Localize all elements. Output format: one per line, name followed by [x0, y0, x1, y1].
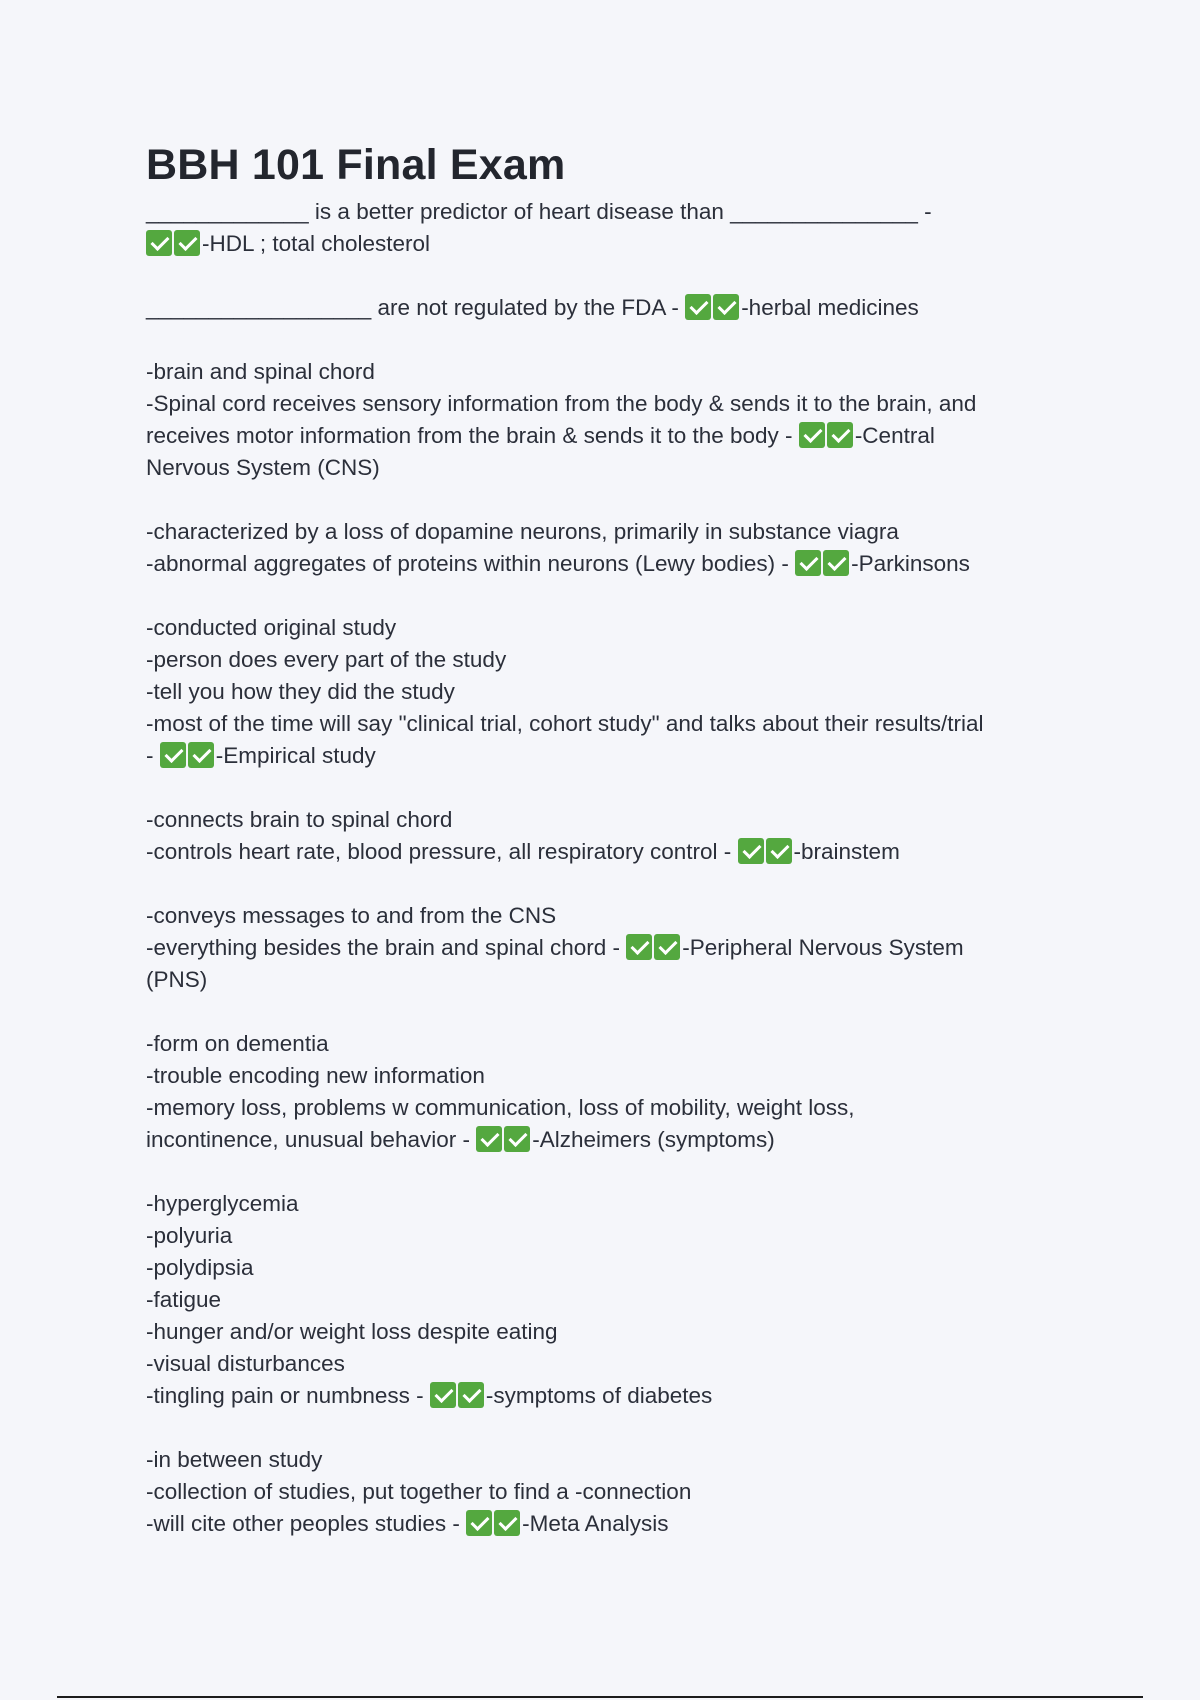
question-line: -hyperglycemia: [146, 1190, 299, 1216]
flashcard-entry: [146, 1028, 1076, 1156]
question-text: __________________ are not regulated by the FDA -: [146, 294, 679, 320]
answer-text: -herbal medicines: [741, 294, 919, 320]
answer-line: [146, 1124, 1076, 1156]
check-marks: [466, 1508, 522, 1540]
check-marks: [626, 932, 682, 964]
question-line: -in between study: [146, 1446, 323, 1472]
flashcard-entry: [146, 612, 1076, 772]
check-mark-icon: [504, 1126, 530, 1152]
document-page: [146, 140, 1076, 1572]
answer-text: -Parkinsons: [851, 550, 970, 576]
answer-text: -Central: [854, 422, 935, 448]
question-line: -polydipsia: [146, 1254, 254, 1280]
question-line: -fatigue: [146, 1286, 222, 1312]
question-line: -form on dementia: [146, 1030, 329, 1056]
check-marks: [795, 548, 851, 580]
check-mark-icon: [466, 1510, 492, 1536]
question-text: -will cite other peoples studies -: [146, 1510, 460, 1536]
question-line: _____________ is a better predictor of heart disease than _______________ -: [146, 198, 932, 224]
question-line: -polyuria: [146, 1222, 233, 1248]
question-text: -: [146, 742, 154, 768]
question-line: -connects brain to spinal chord: [146, 806, 453, 832]
answer-text: -Empirical study: [215, 742, 376, 768]
check-mark-icon: [188, 742, 214, 768]
page-divider: [57, 1696, 1143, 1698]
check-marks: [146, 228, 202, 260]
answer-text: -HDL ; total cholesterol: [202, 230, 431, 256]
check-mark-icon: [626, 934, 652, 960]
answer-text: -Meta Analysis: [522, 1510, 669, 1536]
check-mark-icon: [795, 550, 821, 576]
check-marks: [685, 292, 741, 324]
check-mark-icon: [827, 422, 853, 448]
check-mark-icon: [766, 838, 792, 864]
flashcard-entry: [146, 516, 1076, 580]
check-mark-icon: [738, 838, 764, 864]
check-mark-icon: [458, 1382, 484, 1408]
check-mark-icon: [160, 742, 186, 768]
question-line: -conveys messages to and from the CNS: [146, 902, 557, 928]
flashcard-entry: [146, 1444, 1076, 1540]
flashcard-entry: [146, 1188, 1076, 1412]
answer-line: [146, 548, 1076, 580]
check-mark-icon: [494, 1510, 520, 1536]
question-text: -everything besides the brain and spinal chord -: [146, 934, 621, 960]
answer-line: [146, 1508, 1076, 1540]
question-text: receives motor information from the brain & sends it to the body -: [146, 422, 793, 448]
question-text: incontinence, unusual behavior -: [146, 1126, 470, 1152]
question-line: -tell you how they did the study: [146, 678, 455, 704]
check-marks: [160, 740, 216, 772]
check-marks: [738, 836, 794, 868]
check-mark-icon: [713, 294, 739, 320]
flashcard-entry: [146, 196, 1076, 260]
check-mark-icon: [174, 230, 200, 256]
question-line: -Spinal cord receives sensory information from the body & sends it to the brain, and: [146, 390, 977, 416]
check-mark-icon: [799, 422, 825, 448]
question-line: -characterized by a loss of dopamine neurons, primarily in substance viagra: [146, 518, 899, 544]
question-line: -trouble encoding new information: [146, 1062, 485, 1088]
answer-continuation: Nervous System (CNS): [146, 454, 380, 480]
answer-line: [146, 228, 1076, 260]
answer-line: [146, 836, 1076, 868]
answer-line: [146, 932, 1076, 964]
answer-line: [146, 420, 1076, 452]
flashcard-list: [146, 196, 1076, 1540]
flashcard-entry: [146, 292, 1076, 324]
answer-continuation: (PNS): [146, 966, 208, 992]
question-line: -memory loss, problems w communication, loss of mobility, weight loss,: [146, 1094, 855, 1120]
flashcard-entry: [146, 804, 1076, 868]
question-line: -collection of studies, put together to find a -connection: [146, 1478, 692, 1504]
answer-line: [146, 740, 1076, 772]
question-text: -controls heart rate, blood pressure, all respiratory control -: [146, 838, 732, 864]
question-text: -abnormal aggregates of proteins within neurons (Lewy bodies) -: [146, 550, 789, 576]
check-mark-icon: [685, 294, 711, 320]
question-line: -visual disturbances: [146, 1350, 345, 1376]
check-marks: [430, 1380, 486, 1412]
question-line: -most of the time will say "clinical trial, cohort study" and talks about their results/trial: [146, 710, 984, 736]
question-text: -tingling pain or numbness -: [146, 1382, 424, 1408]
check-marks: [476, 1124, 532, 1156]
question-line: -hunger and/or weight loss despite eating: [146, 1318, 558, 1344]
check-mark-icon: [476, 1126, 502, 1152]
check-mark-icon: [146, 230, 172, 256]
answer-text: -brainstem: [793, 838, 900, 864]
check-mark-icon: [654, 934, 680, 960]
check-mark-icon: [823, 550, 849, 576]
document-title: BBH 101 Final Exam: [146, 141, 566, 189]
question-line: -person does every part of the study: [146, 646, 507, 672]
flashcard-entry: [146, 356, 1076, 484]
answer-text: -symptoms of diabetes: [485, 1382, 713, 1408]
check-mark-icon: [430, 1382, 456, 1408]
flashcard-entry: [146, 900, 1076, 996]
answer-line: [146, 1380, 1076, 1412]
answer-text: -Alzheimers (symptoms): [532, 1126, 775, 1152]
question-line: -conducted original study: [146, 614, 397, 640]
answer-line: [146, 292, 1076, 324]
question-line: -brain and spinal chord: [146, 358, 375, 384]
check-marks: [799, 420, 855, 452]
answer-text: -Peripheral Nervous System: [682, 934, 964, 960]
